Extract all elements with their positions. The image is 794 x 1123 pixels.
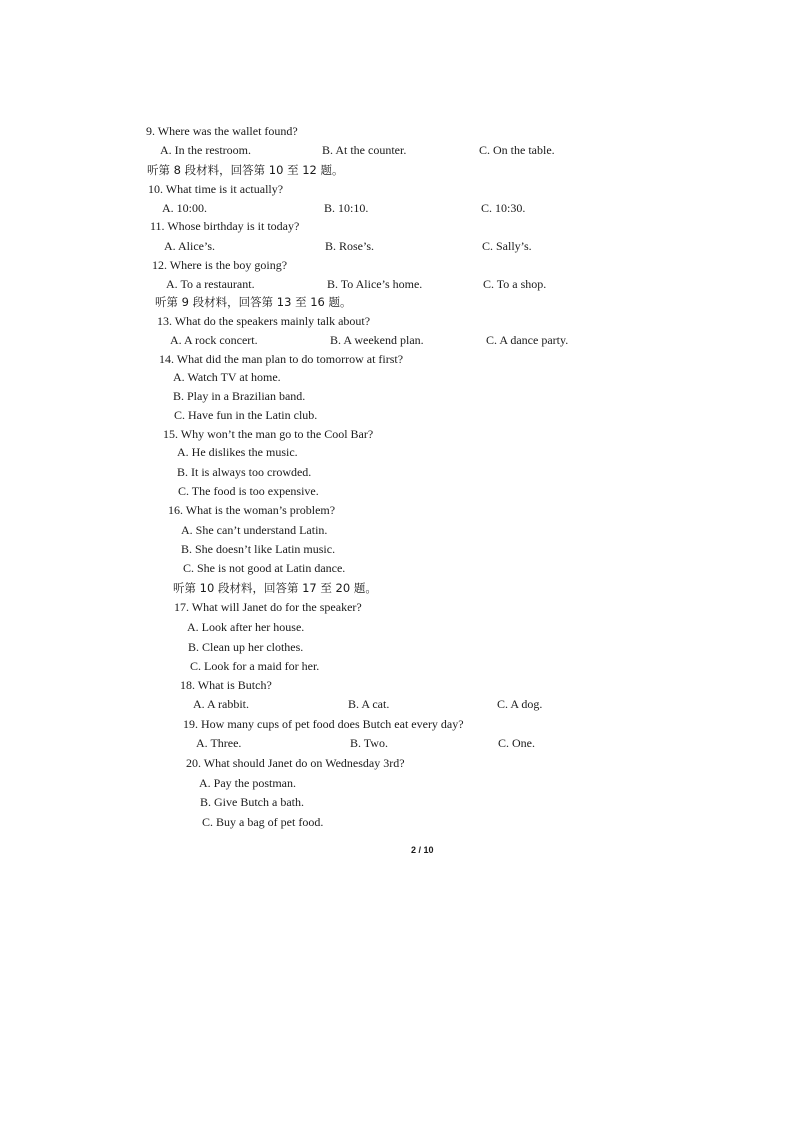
- question-19: 19. How many cups of pet food does Butch eat every day?: [183, 717, 464, 731]
- q17-option-c: C. Look for a maid for her.: [190, 659, 320, 673]
- q10-option-b: B. 10:10.: [324, 201, 369, 215]
- q17-option-a: A. Look after her house.: [187, 620, 305, 634]
- q13-option-b: B. A weekend plan.: [330, 333, 424, 347]
- question-14: 14. What did the man plan to do tomorrow at first?: [159, 352, 404, 366]
- q9-option-c: C. On the table.: [479, 143, 555, 157]
- question-17: 17. What will Janet do for the speaker?: [174, 600, 362, 614]
- q12-option-c: C. To a shop.: [483, 277, 547, 291]
- q19-option-c: C. One.: [498, 736, 535, 750]
- q16-option-a: A. She can’t understand Latin.: [181, 523, 328, 537]
- q18-option-a: A. A rabbit.: [193, 697, 249, 711]
- page-number: 2 / 10: [411, 845, 434, 855]
- section-10-instruction: 听第 10 段材料，回答第 17 至 20 题。: [173, 581, 377, 595]
- q11-option-b: B. Rose’s.: [325, 239, 375, 253]
- q20-option-a: A. Pay the postman.: [199, 776, 296, 790]
- q14-option-a: A. Watch TV at home.: [173, 370, 281, 384]
- question-10: 10. What time is it actually?: [148, 182, 284, 196]
- q15-option-c: C. The food is too expensive.: [178, 484, 319, 498]
- q15-option-a: A. He dislikes the music.: [177, 445, 298, 459]
- q17-option-b: B. Clean up her clothes.: [188, 640, 304, 654]
- q12-option-a: A. To a restaurant.: [166, 277, 255, 291]
- q11-option-a: A. Alice’s.: [164, 239, 215, 253]
- q18-option-b: B. A cat.: [348, 697, 390, 711]
- question-11: 11. Whose birthday is it today?: [150, 219, 300, 233]
- q19-option-b: B. Two.: [350, 736, 388, 750]
- q14-option-b: B. Play in a Brazilian band.: [173, 389, 306, 403]
- q14-option-c: C. Have fun in the Latin club.: [174, 408, 318, 422]
- question-15: 15. Why won’t the man go to the Cool Bar?: [163, 427, 374, 441]
- question-13: 13. What do the speakers mainly talk about?: [157, 314, 371, 328]
- question-18: 18. What is Butch?: [180, 678, 272, 692]
- q15-option-b: B. It is always too crowded.: [177, 465, 312, 479]
- q10-option-c: C. 10:30.: [481, 201, 526, 215]
- section-8-instruction: 听第 8 段材料，回答第 10 至 12 题。: [147, 163, 344, 177]
- q9-option-a: A. In the restroom.: [160, 143, 251, 157]
- question-20: 20. What should Janet do on Wednesday 3rd?: [186, 756, 405, 770]
- q19-option-a: A. Three.: [196, 736, 242, 750]
- q9-option-b: B. At the counter.: [322, 143, 407, 157]
- q12-option-b: B. To Alice’s home.: [327, 277, 423, 291]
- q10-option-a: A. 10:00.: [162, 201, 207, 215]
- section-9-instruction: 听第 9 段材料，回答第 13 至 16 题。: [155, 295, 352, 309]
- q20-option-b: B. Give Butch a bath.: [200, 795, 304, 809]
- q11-option-c: C. Sally’s.: [482, 239, 532, 253]
- question-12: 12. Where is the boy going?: [152, 258, 288, 272]
- q16-option-b: B. She doesn’t like Latin music.: [181, 542, 336, 556]
- q16-option-c: C. She is not good at Latin dance.: [183, 561, 346, 575]
- q18-option-c: C. A dog.: [497, 697, 543, 711]
- question-16: 16. What is the woman’s problem?: [168, 503, 336, 517]
- q13-option-c: C. A dance party.: [486, 333, 569, 347]
- q20-option-c: C. Buy a bag of pet food.: [202, 815, 324, 829]
- question-9: 9. Where was the wallet found?: [146, 124, 298, 138]
- q13-option-a: A. A rock concert.: [170, 333, 258, 347]
